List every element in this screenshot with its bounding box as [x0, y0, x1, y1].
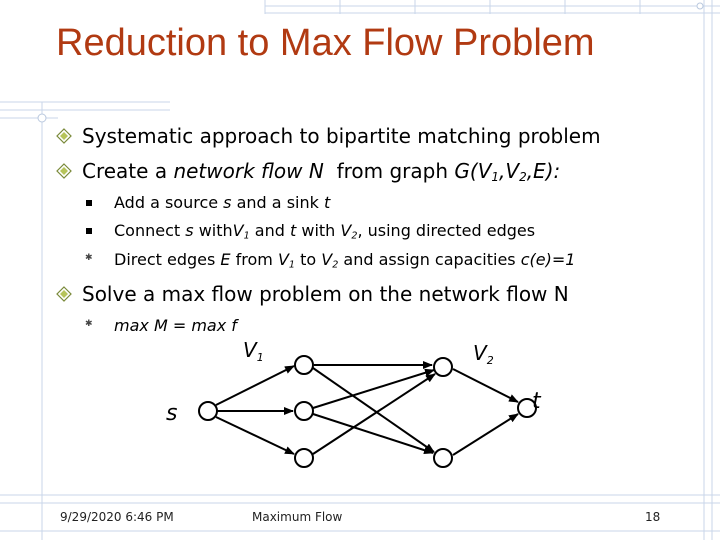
slide-number: 18 [645, 510, 661, 524]
edge-v1mid-v2bot [313, 414, 433, 453]
edge-v1top-v2bot [313, 368, 434, 452]
node-v1-mid [295, 402, 313, 420]
star-bullet-icon: ✱ [85, 319, 93, 329]
star-bullet-icon: ✱ [85, 253, 93, 263]
label-v1: $V_1$ [243, 338, 264, 364]
edge-v2bot-t [453, 414, 518, 455]
edge-v1bot-v2top [313, 374, 435, 454]
label-s: s [166, 401, 178, 426]
node-v2-top [434, 358, 452, 376]
edge-s-v1-top [216, 366, 294, 405]
label-t: t [532, 389, 541, 414]
slide-title: Reduction to Max Flow Problem [56, 22, 595, 64]
node-v1-top [295, 356, 313, 374]
footer-title: Maximum Flow [252, 510, 343, 524]
label-v2: $V_2$ [473, 341, 494, 367]
node-v2-bot [434, 449, 452, 467]
node-v1-bot [295, 449, 313, 467]
edge-s-v1-bot [216, 417, 294, 454]
edge-v1mid-v2top [313, 370, 434, 408]
node-s [199, 402, 217, 420]
footer-date: 9/29/2020 6:46 PM [60, 510, 174, 524]
edge-v2top-t [453, 369, 518, 402]
